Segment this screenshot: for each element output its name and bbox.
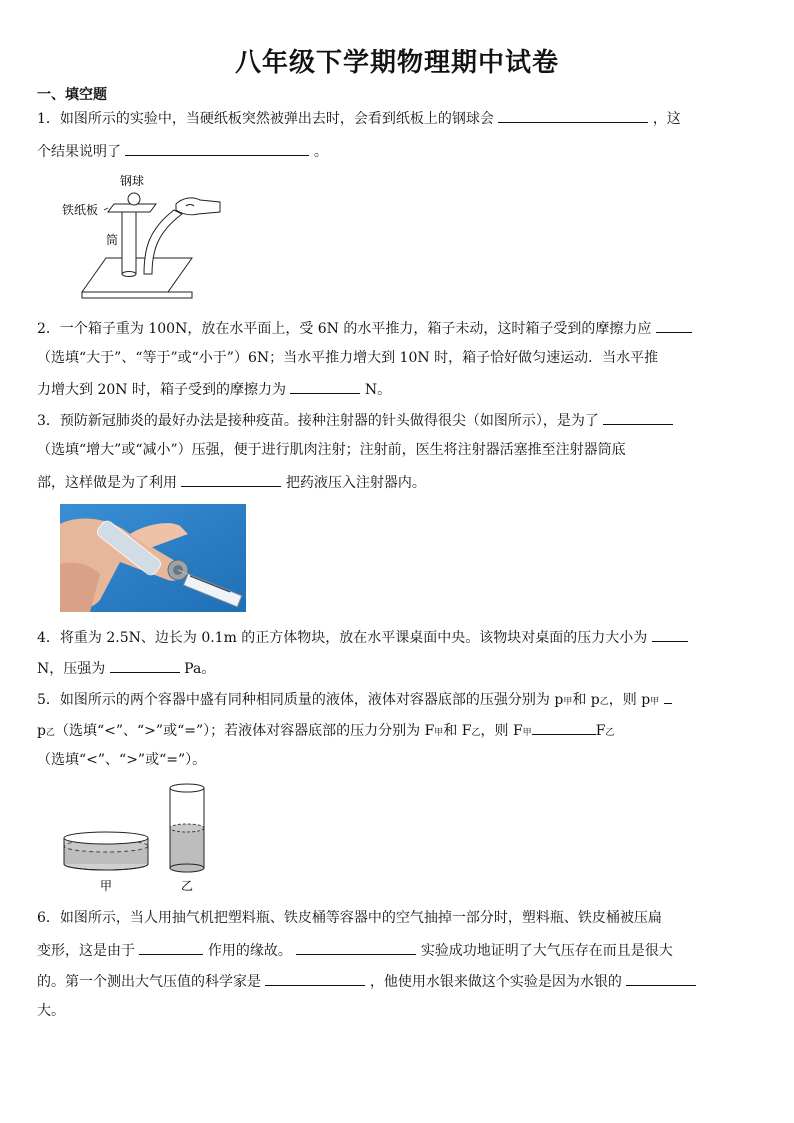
question-6-line-2 — [37, 939, 762, 961]
question-5-text: F — [595, 723, 606, 739]
question-5-text: 5．如图所示的两个容器中盛有同种相同质量的液体，液体对容器底部的压强分别为 p — [37, 692, 564, 708]
inertia-experiment-figure — [58, 170, 228, 302]
subscript-jia: 甲 — [522, 728, 532, 738]
question-2-text: N。 — [364, 382, 392, 398]
section-heading: 一、填空题 — [37, 87, 107, 103]
figure-label-yi: 乙 — [181, 879, 194, 893]
answer-blank-q1-b[interactable] — [125, 140, 309, 156]
question-2-line-1 — [37, 317, 762, 339]
question-4-text: 4．将重为 2.5N、边长为 0.1m 的正方体物块，放在水平课桌面中央。该物块对桌面的压力大小为 — [37, 630, 648, 646]
question-3-text: 部，这样做是为了利用 — [37, 475, 177, 491]
subscript-jia: 甲 — [563, 697, 573, 707]
question-1-text: ，这 — [652, 111, 681, 127]
question-4-text: Pa。 — [184, 661, 216, 677]
question-3-text: 把药液压入注射器内。 — [285, 475, 426, 491]
figure-label-ball: 钢球 — [120, 174, 145, 188]
question-5-text: （选填“<”、“>”或“=”）。 — [37, 752, 207, 768]
answer-blank-q6-d[interactable] — [626, 970, 696, 986]
two-containers-figure — [58, 780, 218, 896]
subscript-jia: 甲 — [434, 728, 444, 738]
question-6-text: 变形，这是由于 — [37, 943, 135, 959]
question-2-line-2 — [37, 348, 762, 368]
question-1-line-2 — [37, 140, 762, 162]
answer-blank-q3-a[interactable] — [603, 409, 673, 425]
question-5-text: 和 F — [443, 723, 472, 739]
page-title: 八年级下学期物理期中试卷 — [234, 48, 559, 78]
question-6-line-1 — [37, 908, 762, 928]
subscript-yi: 乙 — [599, 697, 609, 707]
answer-blank-q6-c[interactable] — [265, 970, 365, 986]
answer-blank-q2-b[interactable] — [290, 378, 360, 394]
question-5-line-3 — [37, 750, 762, 770]
question-5-text: 和 p — [572, 692, 600, 708]
question-4-line-2 — [37, 657, 762, 679]
question-4-text: N，压强为 — [37, 661, 106, 677]
answer-blank-q5-b[interactable] — [532, 719, 596, 735]
question-3-line-2 — [37, 440, 762, 460]
figure-label-tube: 筒 — [106, 233, 119, 247]
question-6-text: 大。 — [37, 1003, 65, 1019]
answer-blank-q5-a[interactable] — [664, 688, 672, 704]
answer-blank-q3-b[interactable] — [181, 471, 281, 487]
question-5-line-1 — [37, 688, 762, 712]
question-5-line-2 — [37, 719, 762, 743]
question-5-text: ，则 F — [480, 723, 523, 739]
question-5-text: p — [37, 723, 46, 739]
question-6-text: 的。第一个测出大气压值的科学家是 — [37, 974, 261, 990]
question-1-text: 个结果说明了 — [37, 144, 121, 160]
question-3-text: （选填“增大”或“减小”）压强，便于进行肌肉注射；注射前，医生将注射器活塞推至注射器筒底 — [37, 442, 626, 458]
figure-label-jia: 甲 — [100, 879, 113, 893]
question-5-text: ，则 p — [608, 692, 651, 708]
question-6-line-4 — [37, 1001, 762, 1021]
question-1-line-1 — [37, 107, 762, 129]
question-2-line-3 — [37, 378, 762, 400]
subscript-yi: 乙 — [471, 728, 481, 738]
answer-blank-q2-a[interactable] — [656, 317, 692, 333]
question-3-line-1 — [37, 409, 762, 431]
question-2-text: 力增大到 20N 时，箱子受到的摩擦力为 — [37, 382, 286, 398]
answer-blank-q6-b[interactable] — [296, 939, 416, 955]
answer-blank-q4-b[interactable] — [110, 657, 180, 673]
question-1-text: 1．如图所示的实验中，当硬纸板突然被弹出去时，会看到纸板上的钢球会 — [37, 111, 494, 127]
answer-blank-q1-a[interactable] — [498, 107, 648, 123]
figure-label-plate: 铁纸板 — [62, 203, 99, 217]
subscript-jia: 甲 — [650, 697, 660, 707]
question-4-line-1 — [37, 626, 762, 648]
question-1-text: 。 — [313, 144, 328, 160]
syringe-illustration — [60, 504, 246, 612]
question-6-line-3 — [37, 970, 762, 992]
subscript-yi: 乙 — [45, 728, 55, 738]
question-6-text: ，他使用水银来做这个实验是因为水银的 — [369, 974, 622, 990]
question-5-text: （选填“<”、“>”或“=”）；若液体对容器底部的压力分别为 F — [54, 723, 435, 739]
question-3-text: 3．预防新冠肺炎的最好办法是接种疫苗。接种注射器的针头做得很尖（如图所示），是为了 — [37, 413, 599, 429]
question-6-text: 6．如图所示，当人用抽气机把塑料瓶、铁皮桶等容器中的空气抽掉一部分时，塑料瓶、铁皮桶被压扁 — [37, 910, 662, 926]
question-3-line-3 — [37, 471, 762, 493]
subscript-yi: 乙 — [605, 728, 615, 738]
question-2-text: 2．一个箱子重为 100N，放在水平面上，受 6N 的水平推力，箱子未动，这时箱子受到的摩擦力应 — [37, 321, 652, 337]
syringe-photo — [60, 504, 246, 612]
question-6-text: 实验成功地证明了大气压存在而且是很大 — [420, 943, 673, 959]
answer-blank-q4-a[interactable] — [652, 626, 688, 642]
question-2-text: （选填“大于”、“等于”或“小于”）6N；当水平推力增大到 10N 时，箱子恰好做匀速运动．当水平推 — [37, 350, 659, 366]
question-6-text: 作用的缘故。 — [207, 943, 292, 959]
answer-blank-q6-a[interactable] — [139, 939, 203, 955]
